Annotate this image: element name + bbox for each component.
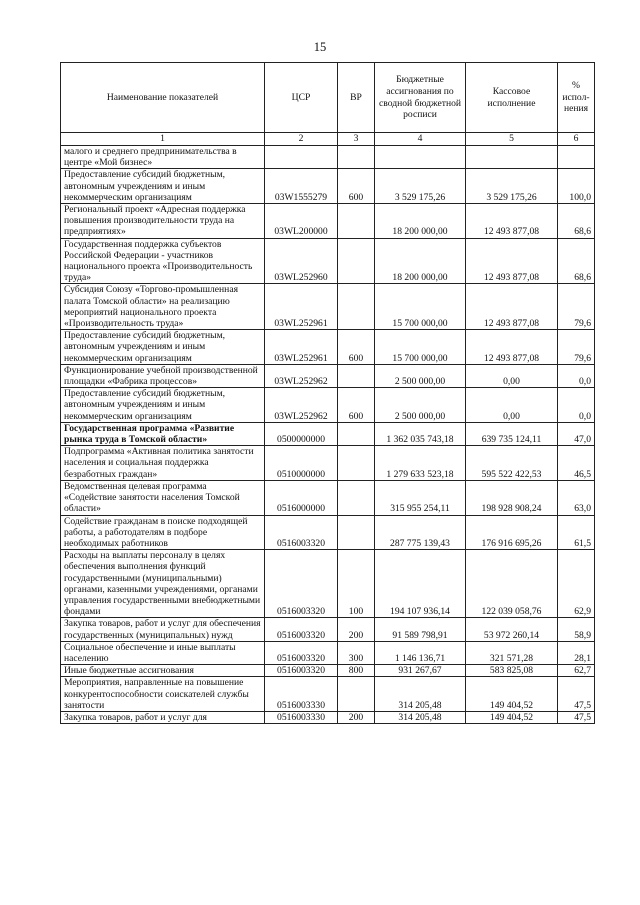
cell-budget: 1 146 136,71 — [375, 641, 466, 664]
cell-vr: 100 — [338, 550, 375, 618]
cell-cash: 176 916 695,26 — [466, 515, 558, 550]
cell-name: Ведомственная целевая программа «Содействие занятости населения Томской области» — [61, 480, 265, 515]
table-row — [61, 515, 595, 550]
table-row — [61, 550, 595, 618]
cell-cash: 595 522 422,53 — [466, 446, 558, 481]
cell-csr: 03W1555279 — [265, 169, 338, 204]
cell-pct: 79,6 — [558, 284, 595, 330]
column-number: 6 — [558, 133, 595, 146]
table-row — [61, 284, 595, 330]
cell-budget: 91 589 798,91 — [375, 618, 466, 641]
cell-pct: 47,5 — [558, 677, 595, 712]
cell-vr: 200 — [338, 618, 375, 641]
cell-csr: 0516003320 — [265, 515, 338, 550]
column-number: 4 — [375, 133, 466, 146]
cell-budget: 194 107 936,14 — [375, 550, 466, 618]
cell-vr: 600 — [338, 169, 375, 204]
cell-pct: 0,0 — [558, 388, 595, 423]
cell-vr — [338, 677, 375, 712]
column-number: 1 — [61, 133, 265, 146]
cell-budget: 15 700 000,00 — [375, 284, 466, 330]
cell-pct: 0,0 — [558, 364, 595, 387]
cell-budget: 314 205,48 — [375, 711, 466, 723]
cell-cash: 12 493 877,08 — [466, 330, 558, 365]
cell-vr — [338, 515, 375, 550]
table-row — [61, 422, 595, 445]
table-row — [61, 641, 595, 664]
cell-csr: 0516003320 — [265, 665, 338, 677]
cell-pct: 68,6 — [558, 204, 595, 239]
cell-csr: 0516003320 — [265, 618, 338, 641]
cell-vr: 200 — [338, 711, 375, 723]
cell-budget: 315 955 254,11 — [375, 480, 466, 515]
budget-execution-table — [60, 62, 595, 724]
cell-name: Подпрограмма «Активная политика занятости населения и социальная поддержка безработных граждан» — [61, 446, 265, 481]
column-number: 3 — [338, 133, 375, 146]
cell-pct: 62,7 — [558, 665, 595, 677]
header-csr: ЦСР — [265, 63, 338, 133]
cell-csr: 0510000000 — [265, 446, 338, 481]
cell-name: Закупка товаров, работ и услуг для обеспечения государственных (муниципальных) нужд — [61, 618, 265, 641]
cell-pct: 68,6 — [558, 238, 595, 284]
cell-cash: 12 493 877,08 — [466, 238, 558, 284]
cell-vr — [338, 364, 375, 387]
cell-cash: 149 404,52 — [466, 677, 558, 712]
cell-csr: 03WL252962 — [265, 388, 338, 423]
cell-budget: 1 362 035 743,18 — [375, 422, 466, 445]
cell-budget: 3 529 175,26 — [375, 169, 466, 204]
cell-cash: 53 972 260,14 — [466, 618, 558, 641]
header-name: Наименование показателей — [61, 63, 265, 133]
cell-csr: 0516003330 — [265, 677, 338, 712]
cell-vr: 300 — [338, 641, 375, 664]
cell-pct: 100,0 — [558, 169, 595, 204]
column-number-row — [61, 133, 595, 146]
cell-budget: 931 267,67 — [375, 665, 466, 677]
cell-vr — [338, 238, 375, 284]
cell-cash: 639 735 124,11 — [466, 422, 558, 445]
table-header-row — [61, 63, 595, 133]
cell-csr: 03WL252960 — [265, 238, 338, 284]
cell-csr: 03WL252961 — [265, 284, 338, 330]
table-body — [61, 146, 595, 724]
page-number: 15 — [313, 40, 327, 54]
cell-cash — [466, 146, 558, 169]
cell-pct: 63,0 — [558, 480, 595, 515]
table-row — [61, 388, 595, 423]
table-row — [61, 711, 595, 723]
cell-cash: 321 571,28 — [466, 641, 558, 664]
cell-name: Социальное обеспечение и иные выплаты населению — [61, 641, 265, 664]
cell-name: Содействие гражданам в поиске подходящей работы, а работодателям в подборе необходимых работников — [61, 515, 265, 550]
cell-vr — [338, 446, 375, 481]
header-pct: % испол-нения — [558, 63, 595, 133]
table-row — [61, 446, 595, 481]
cell-cash: 198 928 908,24 — [466, 480, 558, 515]
header-cash: Кассовое исполнение — [466, 63, 558, 133]
cell-csr: 03WL252961 — [265, 330, 338, 365]
cell-csr: 03WL252962 — [265, 364, 338, 387]
cell-cash: 122 039 058,76 — [466, 550, 558, 618]
header-vr: ВР — [338, 63, 375, 133]
table-row — [61, 677, 595, 712]
cell-budget: 1 279 633 523,18 — [375, 446, 466, 481]
cell-budget — [375, 146, 466, 169]
cell-csr: 0516003320 — [265, 550, 338, 618]
cell-name: Субсидия Союзу «Торгово-промышленная палата Томской области» на реализацию мероприятий национального проекта «Производительность труда» — [61, 284, 265, 330]
cell-csr: 03WL200000 — [265, 204, 338, 239]
table-row — [61, 238, 595, 284]
cell-cash: 12 493 877,08 — [466, 204, 558, 239]
cell-budget: 287 775 139,43 — [375, 515, 466, 550]
cell-name: Государственная программа «Развитие рынка труда в Томской области» — [61, 422, 265, 445]
cell-cash: 583 825,08 — [466, 665, 558, 677]
cell-budget: 18 200 000,00 — [375, 204, 466, 239]
cell-budget: 18 200 000,00 — [375, 238, 466, 284]
cell-pct: 47,5 — [558, 711, 595, 723]
table-row — [61, 169, 595, 204]
cell-cash: 0,00 — [466, 364, 558, 387]
cell-cash: 0,00 — [466, 388, 558, 423]
column-number: 5 — [466, 133, 558, 146]
column-number: 2 — [265, 133, 338, 146]
cell-vr — [338, 146, 375, 169]
cell-cash: 12 493 877,08 — [466, 284, 558, 330]
table-row — [61, 204, 595, 239]
cell-budget: 314 205,48 — [375, 677, 466, 712]
header-budget: Бюджетные ассигнования по сводной бюджетной росписи — [375, 63, 466, 133]
cell-pct: 62,9 — [558, 550, 595, 618]
cell-csr: 0500000000 — [265, 422, 338, 445]
cell-pct: 47,0 — [558, 422, 595, 445]
cell-pct: 79,6 — [558, 330, 595, 365]
cell-name: Иные бюджетные ассигнования — [61, 665, 265, 677]
table-row — [61, 665, 595, 677]
cell-name: Закупка товаров, работ и услуг для — [61, 711, 265, 723]
cell-budget: 2 500 000,00 — [375, 388, 466, 423]
table-row — [61, 146, 595, 169]
cell-vr — [338, 480, 375, 515]
cell-vr: 600 — [338, 330, 375, 365]
cell-csr: 0516003320 — [265, 641, 338, 664]
cell-csr: 0516000000 — [265, 480, 338, 515]
cell-csr: 0516003330 — [265, 711, 338, 723]
table-row — [61, 480, 595, 515]
cell-name: Предоставление субсидий бюджетным, автономным учреждениям и иным некоммерческим организациям — [61, 330, 265, 365]
cell-vr — [338, 422, 375, 445]
cell-name: Предоставление субсидий бюджетным, автономным учреждениям и иным некоммерческим организациям — [61, 169, 265, 204]
cell-name: Функционирование учебной производственной площадки «Фабрика процессов» — [61, 364, 265, 387]
cell-name: Предоставление субсидий бюджетным, автономным учреждениям и иным некоммерческим организациям — [61, 388, 265, 423]
cell-vr — [338, 204, 375, 239]
cell-vr: 800 — [338, 665, 375, 677]
cell-name: Государственная поддержка субъектов Российской Федерации - участников национального проекта «Производительность труда» — [61, 238, 265, 284]
cell-pct — [558, 146, 595, 169]
cell-vr — [338, 284, 375, 330]
cell-pct: 61,5 — [558, 515, 595, 550]
cell-pct: 46,5 — [558, 446, 595, 481]
cell-budget: 2 500 000,00 — [375, 364, 466, 387]
cell-budget: 15 700 000,00 — [375, 330, 466, 365]
cell-name: Мероприятия, направленные на повышение конкурентоспособности соискателей службы занятости — [61, 677, 265, 712]
table-row — [61, 618, 595, 641]
cell-pct: 28,1 — [558, 641, 595, 664]
cell-name: Региональный проект «Адресная поддержка повышения производительности труда на предприятиях» — [61, 204, 265, 239]
cell-csr — [265, 146, 338, 169]
cell-name: Расходы на выплаты персоналу в целях обеспечения выполнения функций государственными (муниципальными) органами, казенными учреждениями, органами управления государственными внебюджетными фондами — [61, 550, 265, 618]
cell-pct: 58,9 — [558, 618, 595, 641]
table-row — [61, 364, 595, 387]
cell-cash: 149 404,52 — [466, 711, 558, 723]
cell-vr: 600 — [338, 388, 375, 423]
cell-cash: 3 529 175,26 — [466, 169, 558, 204]
table-row — [61, 330, 595, 365]
cell-name: малого и среднего предпринимательства в центре «Мой бизнес» — [61, 146, 265, 169]
